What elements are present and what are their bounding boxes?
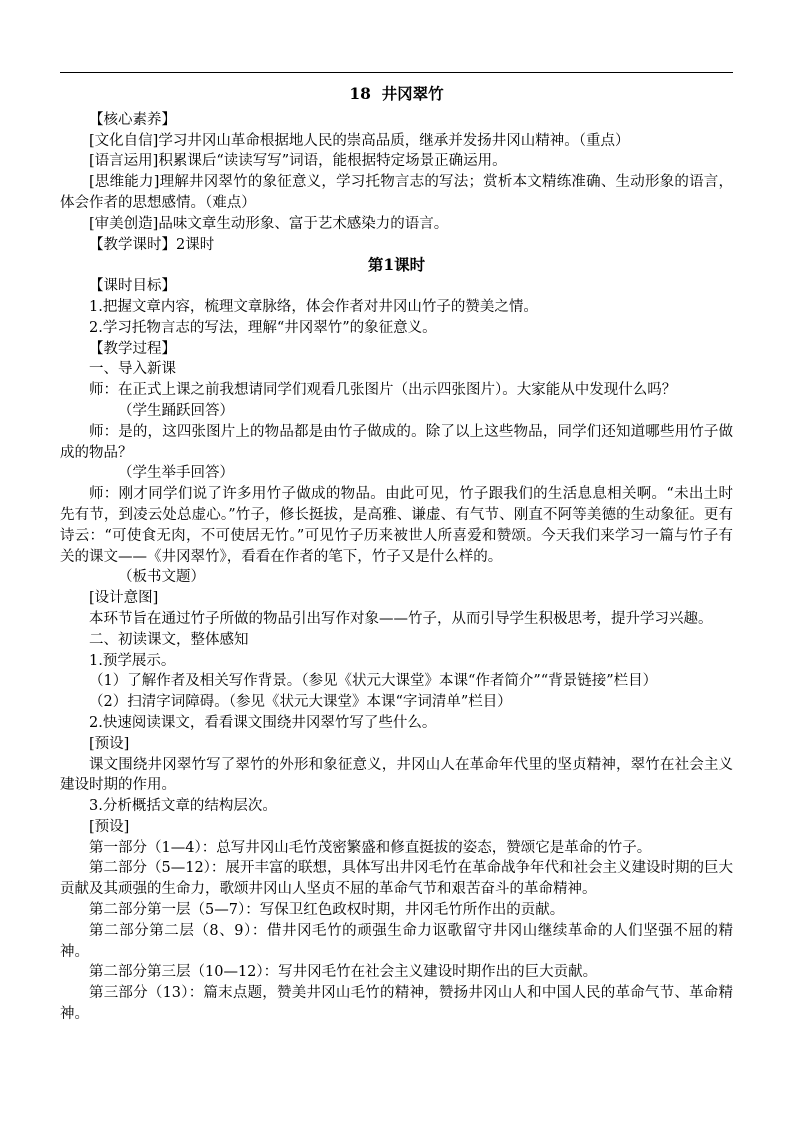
core-literacy-item: [语言运用]积累课后“读读写写”词语，能根据特定场景正确运用。 (89, 153, 507, 170)
step-item: 2.快速阅读课文，看看课文围绕井冈翠竹写了些什么。 (89, 714, 437, 731)
design-intent-label: [设计意图] (89, 590, 159, 607)
teacher-line: 师：刚才同学们说了许多用竹子做成的物品。由此可见，竹子跟我们的生活息息相关啊。“未出土时先有节，到凌云处总虚心。”竹子，修长挺拔，是高雅、谦虚、有气节、刚直不阿等美德的生动象征。更有诗云：“可使食无肉，不可使居无竹。”可见竹子历来被世人所喜爱和赞颂。今天我们来学习一篇与竹子有关的课文——《井冈翠竹》，看看在作者的笔下，竹子又是什么样的。 (60, 486, 733, 565)
preset-label: [预设] (89, 735, 130, 752)
objectives-label: 【课时目标】 (89, 278, 176, 295)
preset-label: [预设] (89, 818, 130, 835)
objective-item: 2.学习托物言志的写法，理解“井冈翠竹”的象征意义。 (89, 319, 437, 336)
student-note: （学生踊跃回答） (118, 402, 234, 419)
section-title: 第1课时 (367, 255, 426, 275)
class-hours: 【教学课时】2课时 (89, 236, 215, 253)
structure-item: 第三部分（13）：篇末点题，赞美井冈山毛竹的精神，赞扬井冈山人和中国人民的革命气节、革命精神。 (60, 985, 733, 1023)
objective-item: 1.把握文章内容，梳理文章脉络，体会作者对井冈山竹子的赞美之情。 (89, 298, 538, 315)
structure-item: 第二部分第三层（10—12）：写井冈毛竹在社会主义建设时期作出的巨大贡献。 (89, 964, 598, 981)
step-subitem: （2）扫清字词障碍。（参见《状元大课堂》本课“字词清单”栏目） (89, 694, 512, 711)
core-literacy-item: [文化自信]学习井冈山革命根据地人民的崇高品质，继承并发扬井冈山精神。（重点） (89, 132, 630, 149)
structure-item: 第一部分（1—4）：总写井冈山毛竹茂密繁盛和修直挺拔的姿态，赞颂它是革命的竹子。 (89, 839, 652, 856)
design-intent-text: 本环节旨在通过竹子所做的物品引出写作对象——竹子，从而引导学生积极思考，提升学习兴趣。 (89, 610, 713, 627)
step-item: 1.预学展示。 (89, 652, 176, 669)
core-literacy-item: [审美创造]品味文章生动形象、富于艺术感染力的语言。 (89, 215, 449, 232)
teacher-line: 师：在正式上课之前我想请同学们观看几张图片（出示四张图片）。大家能从中发现什么吗？ (89, 382, 677, 399)
document-title: 18 井冈翠竹 (349, 84, 444, 103)
header-rule (60, 72, 733, 73)
student-note: （学生举手回答） (118, 465, 234, 482)
structure-item: 第二部分第一层（5—7）：写保卫红色政权时期，井冈毛竹所作出的贡献。 (89, 902, 565, 919)
document-body (60, 84, 733, 1025)
structure-item: 第二部分第二层（8、9）：借井冈毛竹的顽强生命力讴歌留守井冈山继续革命的人们坚强不屈的精神。 (60, 922, 733, 960)
part2-heading: 二、初读课文，整体感知 (89, 631, 249, 648)
core-literacy-label: 【核心素养】 (89, 111, 176, 128)
step-subitem: （1）了解作者及相关写作背景。（参见《状元大课堂》本课“作者简介”“背景链接”栏目） (89, 673, 658, 690)
part1-heading: 一、导入新课 (89, 361, 176, 378)
structure-item: 第二部分（5—12）：展开丰富的联想，具体写出井冈毛竹在革命战争年代和社会主义建设时期的巨大贡献及其顽强的生命力，歌颂井冈山人坚贞不屈的革命气节和艰苦奋斗的革命精神。 (60, 860, 733, 898)
core-literacy-item: [思维能力]理解井冈翠竹的象征意义，学习托物言志的写法；赏析本文精练准确、生动形象的语言，体会作者的思想感情。（难点） (60, 174, 733, 211)
process-label: 【教学过程】 (89, 340, 176, 357)
step-item: 3.分析概括文章的结构层次。 (89, 798, 277, 815)
teacher-line: 师：是的，这四张图片上的物品都是由竹子做成的。除了以上这些物品，同学们还知道哪些用竹子做成的物品？ (60, 423, 733, 461)
preset-text: 课文围绕井冈翠竹写了翠竹的外形和象征意义，井冈山人在革命年代里的坚贞精神，翠竹在社会主义建设时期的作用。 (60, 756, 733, 794)
board-note: （板书文题） (118, 569, 205, 586)
